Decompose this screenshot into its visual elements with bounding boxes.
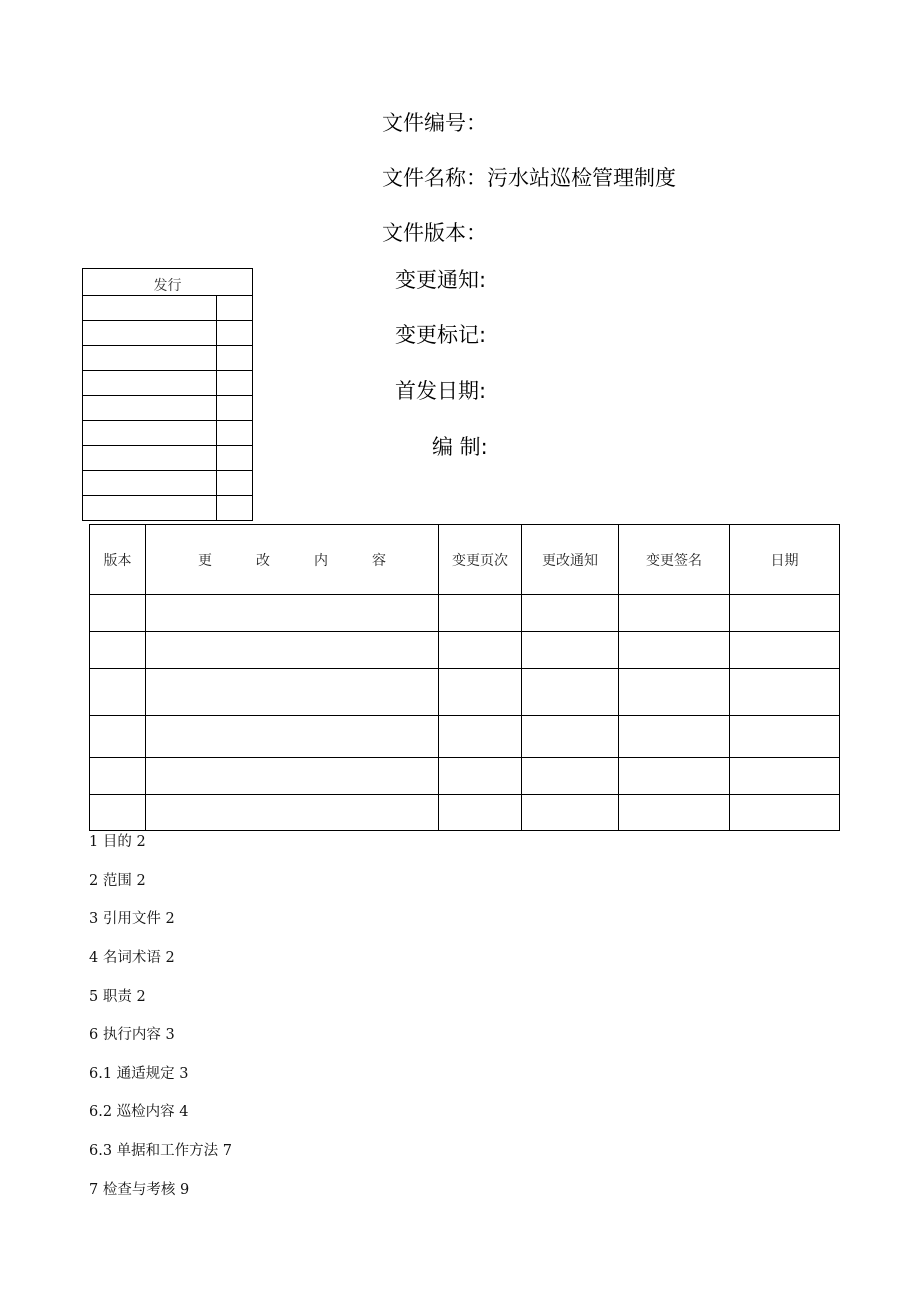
distribution-title: 发行 — [83, 269, 253, 296]
table-cell[interactable] — [522, 795, 619, 831]
distribution-cell[interactable] — [217, 296, 253, 321]
field-doc-version — [382, 220, 487, 246]
header-notice: 更改通知 — [522, 525, 619, 595]
table-cell[interactable] — [90, 716, 146, 758]
field-change-mark — [395, 322, 486, 348]
field-label: 文件版本： — [382, 221, 487, 245]
table-cell[interactable] — [439, 669, 522, 716]
table-cell[interactable] — [90, 669, 146, 716]
distribution-row — [83, 446, 253, 471]
table-row — [90, 716, 840, 758]
table-cell[interactable] — [730, 716, 840, 758]
toc-item[interactable]: 6.3 单据和工作方法 7 — [89, 1143, 233, 1159]
header-content-char: 改 — [256, 552, 270, 569]
table-cell[interactable] — [619, 758, 730, 795]
distribution-cell[interactable] — [83, 496, 217, 521]
table-cell[interactable] — [90, 795, 146, 831]
table-cell[interactable] — [90, 632, 146, 669]
field-label: 变更标记: — [395, 323, 487, 347]
table-cell[interactable] — [146, 669, 439, 716]
table-cell[interactable] — [439, 795, 522, 831]
distribution-cell[interactable] — [83, 471, 217, 496]
field-label: 编 制: — [432, 435, 488, 459]
table-cell[interactable] — [522, 669, 619, 716]
header-signature: 变更签名 — [619, 525, 730, 595]
toc-item[interactable]: 6.2 巡检内容 4 — [89, 1104, 189, 1120]
distribution-cell[interactable] — [83, 321, 217, 346]
field-doc-name — [382, 165, 676, 191]
distribution-cell[interactable] — [83, 446, 217, 471]
table-row — [90, 595, 840, 632]
table-cell[interactable] — [439, 595, 522, 632]
table-cell[interactable] — [90, 758, 146, 795]
distribution-cell[interactable] — [217, 371, 253, 396]
distribution-cell[interactable] — [83, 371, 217, 396]
field-doc-number — [382, 110, 487, 136]
distribution-cell[interactable] — [217, 446, 253, 471]
field-prepared-by — [432, 434, 488, 460]
table-cell[interactable] — [146, 632, 439, 669]
toc-item[interactable]: 6 执行内容 3 — [89, 1027, 175, 1043]
field-label: 变更通知: — [395, 268, 487, 292]
distribution-row — [83, 471, 253, 496]
table-cell[interactable] — [619, 595, 730, 632]
table-cell[interactable] — [439, 716, 522, 758]
table-cell[interactable] — [522, 716, 619, 758]
table-cell[interactable] — [522, 595, 619, 632]
header-content-char: 内 — [314, 552, 328, 569]
distribution-row — [83, 496, 253, 521]
toc-item[interactable]: 7 检查与考核 9 — [89, 1182, 190, 1198]
table-cell[interactable] — [90, 595, 146, 632]
distribution-row — [83, 421, 253, 446]
field-label: 文件名称： — [382, 166, 487, 190]
distribution-row — [83, 346, 253, 371]
toc-item[interactable]: 6.1 通适规定 3 — [89, 1066, 189, 1082]
table-cell[interactable] — [439, 758, 522, 795]
field-label: 首发日期: — [395, 379, 487, 403]
header-pages: 变更页次 — [439, 525, 522, 595]
distribution-cell[interactable] — [217, 346, 253, 371]
distribution-cell[interactable] — [217, 421, 253, 446]
field-first-issue-date — [395, 378, 486, 404]
table-cell[interactable] — [619, 632, 730, 669]
table-cell[interactable] — [146, 795, 439, 831]
table-cell[interactable] — [146, 716, 439, 758]
table-cell[interactable] — [730, 669, 840, 716]
toc-item[interactable]: 4 名词术语 2 — [89, 950, 175, 966]
table-cell[interactable] — [522, 632, 619, 669]
table-cell[interactable] — [439, 632, 522, 669]
table-cell[interactable] — [619, 716, 730, 758]
table-row — [90, 758, 840, 795]
revision-table — [89, 524, 840, 831]
toc-item[interactable]: 5 职责 2 — [89, 989, 146, 1005]
distribution-row — [83, 396, 253, 421]
distribution-row — [83, 296, 253, 321]
field-change-notice — [395, 267, 486, 293]
table-cell[interactable] — [730, 632, 840, 669]
header-content-char: 容 — [372, 552, 386, 569]
toc-item[interactable]: 1 目的 2 — [89, 834, 146, 850]
distribution-box — [82, 268, 253, 521]
distribution-cell[interactable] — [83, 296, 217, 321]
distribution-cell[interactable] — [217, 321, 253, 346]
revision-header-row — [90, 525, 840, 595]
distribution-cell[interactable] — [217, 496, 253, 521]
table-cell[interactable] — [522, 758, 619, 795]
header-content-char: 更 — [198, 552, 212, 569]
table-cell[interactable] — [619, 669, 730, 716]
field-value: 污水站巡检管理制度 — [487, 166, 676, 190]
table-cell[interactable] — [730, 795, 840, 831]
table-cell[interactable] — [730, 595, 840, 632]
toc-item[interactable]: 3 引用文件 2 — [89, 911, 175, 927]
header-version: 版本 — [90, 525, 146, 595]
field-label: 文件编号： — [382, 111, 487, 135]
distribution-row — [83, 321, 253, 346]
header-content — [146, 525, 439, 595]
distribution-cell[interactable] — [83, 346, 217, 371]
distribution-cell[interactable] — [217, 471, 253, 496]
distribution-cell[interactable] — [217, 396, 253, 421]
table-cell[interactable] — [146, 758, 439, 795]
toc-item[interactable]: 2 范围 2 — [89, 873, 146, 889]
table-cell[interactable] — [730, 758, 840, 795]
table-row — [90, 795, 840, 831]
table-row — [90, 632, 840, 669]
table-cell[interactable] — [146, 595, 439, 632]
distribution-cell[interactable] — [83, 421, 217, 446]
distribution-cell[interactable] — [83, 396, 217, 421]
distribution-row — [83, 371, 253, 396]
table-cell[interactable] — [619, 795, 730, 831]
table-row — [90, 669, 840, 716]
header-date: 日期 — [730, 525, 840, 595]
